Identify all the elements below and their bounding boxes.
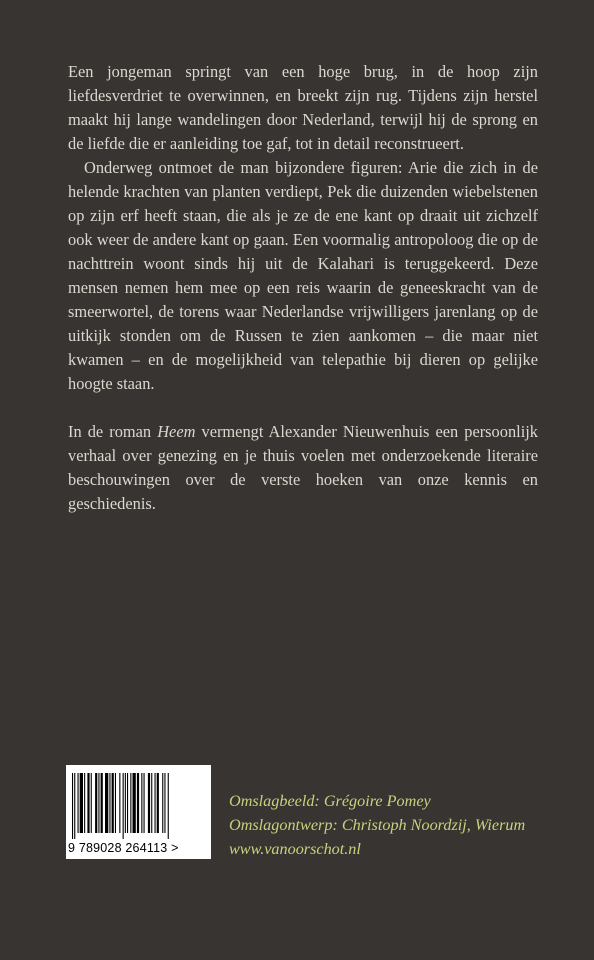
barcode-bar xyxy=(95,773,97,833)
barcode-bar xyxy=(162,773,163,833)
barcode-bar xyxy=(98,773,99,833)
isbn-barcode xyxy=(66,765,211,859)
barcode-bar xyxy=(144,773,145,833)
barcode-bar xyxy=(164,773,165,833)
barcode-bars xyxy=(70,773,207,839)
barcode-bar xyxy=(80,773,83,833)
barcode-number xyxy=(68,841,209,855)
barcode-bar xyxy=(74,773,75,839)
barcode-bar xyxy=(87,773,89,833)
barcode-bar xyxy=(127,773,128,833)
blurb-paragraph-2: Onderweg ontmoet de man bijzondere figuren: Arie die zich in de helende krachten van planten verdiept, Pek die duizenden wiebelstenen op zijn erf heeft staan, die als je ze de ene kant op draait uit zichzelf ook weer de andere kant op gaan. Een voormalig antropoloog die op de nachttrein woont sinds hij uit de Kalahari is teruggekeerd. Deze mensen nemen hem mee op een reis waarin de geneeskracht van de smeerwortel, de torens waar Nederlandse vrijwilligers jarenlang op de uitkijk stonden om de Russen te zien aankomen – die maar niet kwamen – en de mogelijkheid van telepathie bij dieren op gelijke hoogte staan. xyxy=(68,158,538,393)
barcode-bar xyxy=(112,773,114,833)
barcode-bar xyxy=(148,773,150,833)
barcode-bar xyxy=(125,773,126,833)
book-title: Heem xyxy=(157,422,196,441)
publisher-website-link[interactable]: www.vanoorschot.nl xyxy=(229,840,361,858)
barcode-bar xyxy=(157,773,159,833)
barcode-bar xyxy=(137,773,139,833)
credits-block xyxy=(229,789,525,861)
barcode-bar xyxy=(151,773,152,833)
blurb-paragraph-1: Een jongeman springt van een hoge brug, in de hoop zijn liefdesverdriet te overwinnen, en breekt zijn rug. Tijdens zijn herstel maakt hij lange wandelingen door Nederland, terwijl hij de sprong en de liefde die er aanleiding toe gaf, tot in detail reconstrueert. xyxy=(68,62,538,153)
blurb-p3-end: vermengt Alexander Nieuwenhuis een persoonlijk verhaal over genezing en je thuis voelen met onderzoekende literaire beschouwingen over de verste hoeken van onze kennis en geschiedenis. xyxy=(68,422,538,513)
barcode-bar xyxy=(109,773,110,833)
barcode-bar xyxy=(123,773,124,839)
back-cover-blurb xyxy=(68,60,538,516)
barcode-bar xyxy=(101,773,103,833)
blurb-p3-start: In de roman xyxy=(68,422,158,441)
blurb-paragraph-3 xyxy=(68,420,538,516)
barcode-bar xyxy=(130,773,131,833)
barcode-bar xyxy=(168,773,169,839)
barcode-bar xyxy=(72,773,73,839)
barcode-bar xyxy=(105,773,108,833)
cover-image-credit: Omslagbeeld: Grégoire Pomey xyxy=(229,792,431,810)
barcode-bar xyxy=(84,773,85,833)
barcode-digits: 9 789028 264113 xyxy=(68,841,168,855)
barcode-bar xyxy=(78,773,79,833)
barcode-bar xyxy=(155,773,156,833)
barcode-bar xyxy=(91,773,92,833)
barcode-bar xyxy=(119,773,120,833)
barcode-bar xyxy=(133,773,136,833)
barcode-marker: > xyxy=(171,841,179,855)
barcode-bar xyxy=(115,773,116,833)
cover-design-credit: Omslagontwerp: Christoph Noordzij, Wierum xyxy=(229,816,526,834)
barcode-bar xyxy=(141,773,142,833)
